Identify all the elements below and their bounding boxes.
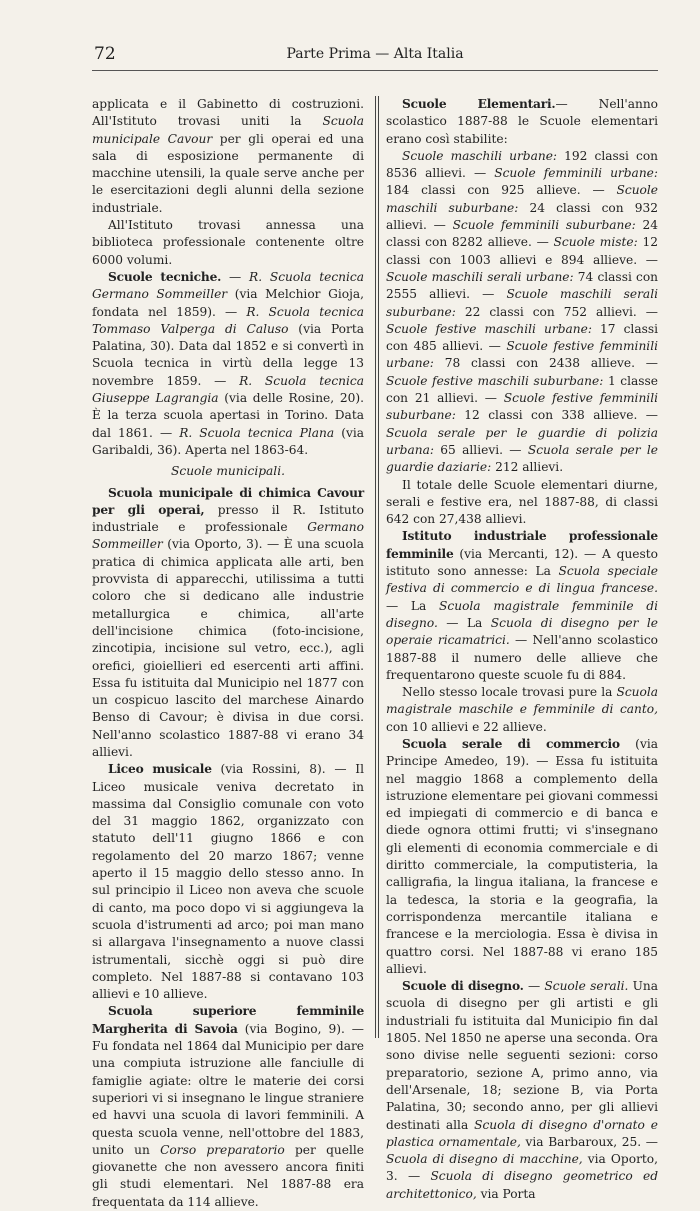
text-run: Nello stesso locale trovasi pure la [402, 685, 617, 700]
italic-name: Scuola di disegno d'ornato e plastica ornamentale, [386, 1117, 658, 1149]
italic-name: Scuola serale per le guardie di polizia urbana: [386, 425, 658, 457]
italic-name: Scuole maschili urbane: [402, 148, 558, 163]
italic-name: Scuole festive femminili urbane: [386, 339, 658, 371]
italic-name: R. Scuola tecnica Giuseppe Lagrangia [92, 373, 364, 406]
text-run: All'Istituto trovasi annessa una biblioteca professionale contenente oltre 6000 volumi. [92, 218, 364, 267]
text-run: 12 classi con 338 allieve. — [455, 408, 658, 423]
paragraph [92, 485, 364, 762]
text-run: 78 classi con 2438 allieve. — [433, 356, 658, 371]
entry-heading: Istituto industriale professionale femminile [386, 529, 658, 561]
entry-heading: Liceo musicale [108, 762, 212, 777]
text-run: — La [437, 615, 491, 630]
running-title: Parte Prima — Alta Italia [286, 46, 464, 62]
entry-heading: Scuola municipale di chimica Cavour per gli operai, [92, 485, 364, 517]
italic-name: Corso preparatorio [160, 1142, 285, 1157]
entry-heading: Scuola serale di commercio [402, 736, 620, 751]
italic-name: Scuola serale per le guardie daziarie: [386, 442, 658, 475]
text-run: (via Porta Palatina, 30). Data dal 1852 e si convertì in Scuola tecnica in virtù della legge 13 novembre 1859. — [92, 321, 365, 388]
italic-name: Scuole maschili serali urbane: [386, 269, 574, 284]
paragraph [386, 684, 658, 736]
text-run: 65 allievi. — [433, 442, 528, 457]
italic-name: Scuola magistrale femminile di disegno. [386, 598, 658, 630]
italic-name: R. Scuola tecnica Tommaso Valperga di Caluso [92, 304, 364, 336]
paragraph [386, 477, 658, 529]
text-run: via Oporto, 3. — [386, 1152, 658, 1184]
italic-name: Scuola magistrale maschile e femminile di canto, [386, 685, 658, 717]
paragraph [386, 736, 658, 978]
paragraph [92, 761, 364, 1003]
paragraph [386, 96, 658, 148]
italic-name: Scuole maschili suburbane: [386, 183, 658, 215]
text-run: presso il R. Istituto industriale e professionale [92, 502, 365, 535]
left-column [92, 96, 364, 1211]
text-run: Il totale delle Scuole elementari diurne, serali e festive era, nel 1887-88, di classi 642 con 27,438 allievi. [386, 477, 658, 527]
text-run: — La [386, 598, 440, 613]
text-run: applicata e il Gabinetto di costruzioni. All'Istituto trovasi uniti la [92, 97, 364, 129]
text-run: 22 classi con 752 allievi. — [455, 304, 658, 319]
italic-name: Scuole miste: [553, 235, 638, 250]
entry-heading: Scuole tecniche. [108, 269, 222, 284]
italic-name: Scuola municipale Cavour [92, 114, 364, 146]
text-run: via Barbaroux, 25. — [520, 1134, 658, 1149]
paragraph [386, 978, 658, 1203]
text-run: 212 allievi. [491, 460, 564, 475]
italic-name: Scuole femminili urbane: [494, 166, 658, 181]
text-run: (via Principe Amedeo, 19). — Essa fu istituita nel maggio 1868 a complemento della istruzione elementare pei giovani commessi ed impiegati di commercio e di banca e diede ognora ottimi frutti; vi s'insegnano gli elementi di economia commerciale e di diritto commerciale, la computisteria, la calligrafia, la lingua italiana, la francese e la tedesca, la storia e la geografia, la corrispondenza mercantile italiana e francese e la merciologia. Essa è divisa in quattro corsi. Nel 1887-88 vi erano 185 allievi. [386, 736, 658, 976]
text-run: — [523, 979, 545, 994]
italic-name: Scuole femminili suburbane: [452, 218, 636, 233]
text-run: 74 classi con 2555 allievi. — [386, 269, 659, 302]
italic-name: Scuole festive femminili suburbane: [386, 391, 658, 423]
italic-name: Scuola di disegno geometrico ed architettonico, [386, 1169, 658, 1201]
text-run: per quelle giovanette che non avessero ancora finiti gli studi elementari. Nel 1887-88 era frequentata da 114 allieve. [92, 1142, 364, 1209]
paragraph [386, 528, 658, 684]
text-run: 24 classi con 932 allievi. — [386, 200, 658, 233]
text-run: — Nell'anno scolastico 1887-88 le Scuole elementari erano così stabilite: [386, 97, 659, 146]
entry-heading: Scuole Elementari. [402, 97, 556, 111]
text-run: 12 classi con 1003 allievi e 894 allieve. — [386, 235, 658, 267]
page-header [92, 40, 658, 71]
italic-name: Scuola di disegno per le operaie ricamatrici. [386, 615, 659, 648]
italic-name: R. Scuola tecnica Plana [179, 425, 335, 440]
text-run: — Nell'anno scolastico 1887-88 il numero delle allieve che frequentarono queste scuole fu di 884. [386, 633, 658, 682]
italic-name: Scuole maschili serali suburbane: [386, 287, 658, 319]
text-run: (via Rossini, 8). — Il Liceo musicale veniva decretato in massima dal Consiglio comunale con voto del 31 maggio 1862, organizzato con statuto dell'11 giugno 1866 e con regolamento del 20 marzo 1867; venne aperto il 15 maggio dello stesso anno. In sul principio il Liceo non aveva che scuole di canto, ma poco dopo vi si aggiungeva la scuola d'istrumenti ad arco; poi man mano si allargava l'insegnamento a nuove classi istrumentali, sicchè oggi si può dire completo. Nel 1887-88 si contavano 103 allievi e 10 allieve. [92, 762, 364, 1002]
text-run: 184 classi con 925 allieve. — [386, 183, 617, 198]
text-run: — [221, 269, 250, 284]
text-run: (via Mercanti, 12). — A questo istituto sono annesse: La [386, 546, 658, 579]
italic-name: Germano Sommeiller [92, 520, 364, 552]
text-run: per gli operai ed una sala di esposizione permanente di macchine utensili, la quale serve anche per le esercitazioni degli alunni della sezione industriale. [92, 131, 364, 215]
page-number: 72 [94, 44, 116, 64]
entry-heading: Scuola superiore femminile Margherita di Savoia [92, 1004, 364, 1036]
text-run: via Porta [476, 1186, 536, 1201]
text-run: (via Garibaldi, 36). Aperta nel 1863-64. [92, 425, 365, 457]
entry-heading: Scuole di disegno. [402, 979, 524, 994]
text-run: (via delle Rosine, 20). È la terza scuola apertasi in Torino. Data dal 1861. — [92, 391, 364, 440]
text-run: Una scuola di disegno per gli artisti e gli industriali fu istituita dal Municipio fin dal 1805. Nel 1850 ne aperse una seconda. Ora sono divise nelle seguenti sezioni: corso preparatorio, sezione A, primo anno, via dell'Arsenale, 18; sezione B, via Porta Palatina, 30; secondo anno, per gli allievi destinati alla [386, 979, 658, 1132]
italic-name: R. Scuola tecnica Germano Sommeiller [92, 269, 365, 302]
text-run: 1 classe con 21 allievi. — [386, 373, 658, 406]
text-run: 192 classi con 8536 allievi. — [386, 148, 658, 181]
italic-name: Scuola di disegno di macchine, [386, 1152, 583, 1167]
section-heading: Scuole municipali. [171, 464, 285, 479]
text-run: (via Melchior Gioja, fondata nel 1859). — [92, 287, 364, 319]
text-run: (via Oporto, 3). — È una scuola pratica di chimica applicata alle arti, ben provvista di apparecchi, utilissima a tutti coloro che si dedicano alle industrie metallurgica e chimica, all'arte dell'incisione chimica (foto-incisione, zincotipia, incisione sul vetro, ecc.), agli orefici, gioiellieri ed esercenti arti affini. Essa fu istituita dal Municipio nel 1877 con un cospicuo lascito del marchese Ainardo Benso di Cavour; è divisa in due corsi. Nell'anno scolastico 1887-88 vi erano 34 allievi. [92, 537, 364, 759]
column-divider [375, 96, 379, 1038]
italic-name: Scuole serali. [544, 979, 629, 994]
italic-name: Scuole festive maschili urbane: [386, 321, 592, 336]
paragraph [92, 96, 364, 217]
text-run: 24 classi con 8282 allieve. — [386, 218, 658, 250]
paragraph [92, 269, 364, 459]
paragraph [386, 148, 658, 477]
text-run: (via Bogino, 9). — Fu fondata nel 1864 dal Municipio per dare una compiuta istruzione alle fanciulle di famiglie agiate: oltre le materie dei corsi superiori vi si insegnano le lingue straniere ed havvi una scuola di lavori femminili. A questa scuola venne, nell'ottobre del 1883, unito un [92, 1021, 364, 1157]
right-column [386, 96, 658, 1203]
paragraph [92, 217, 364, 269]
paragraph [92, 1003, 364, 1211]
text-run: 17 classi con 485 allievi. — [386, 321, 658, 354]
italic-name: Scuole festive maschili suburbane: [386, 373, 604, 388]
text-run: con 10 allievi e 22 allieve. [386, 719, 547, 734]
italic-name: Scuola speciale festiva di commercio e di lingua francese. [386, 564, 658, 596]
